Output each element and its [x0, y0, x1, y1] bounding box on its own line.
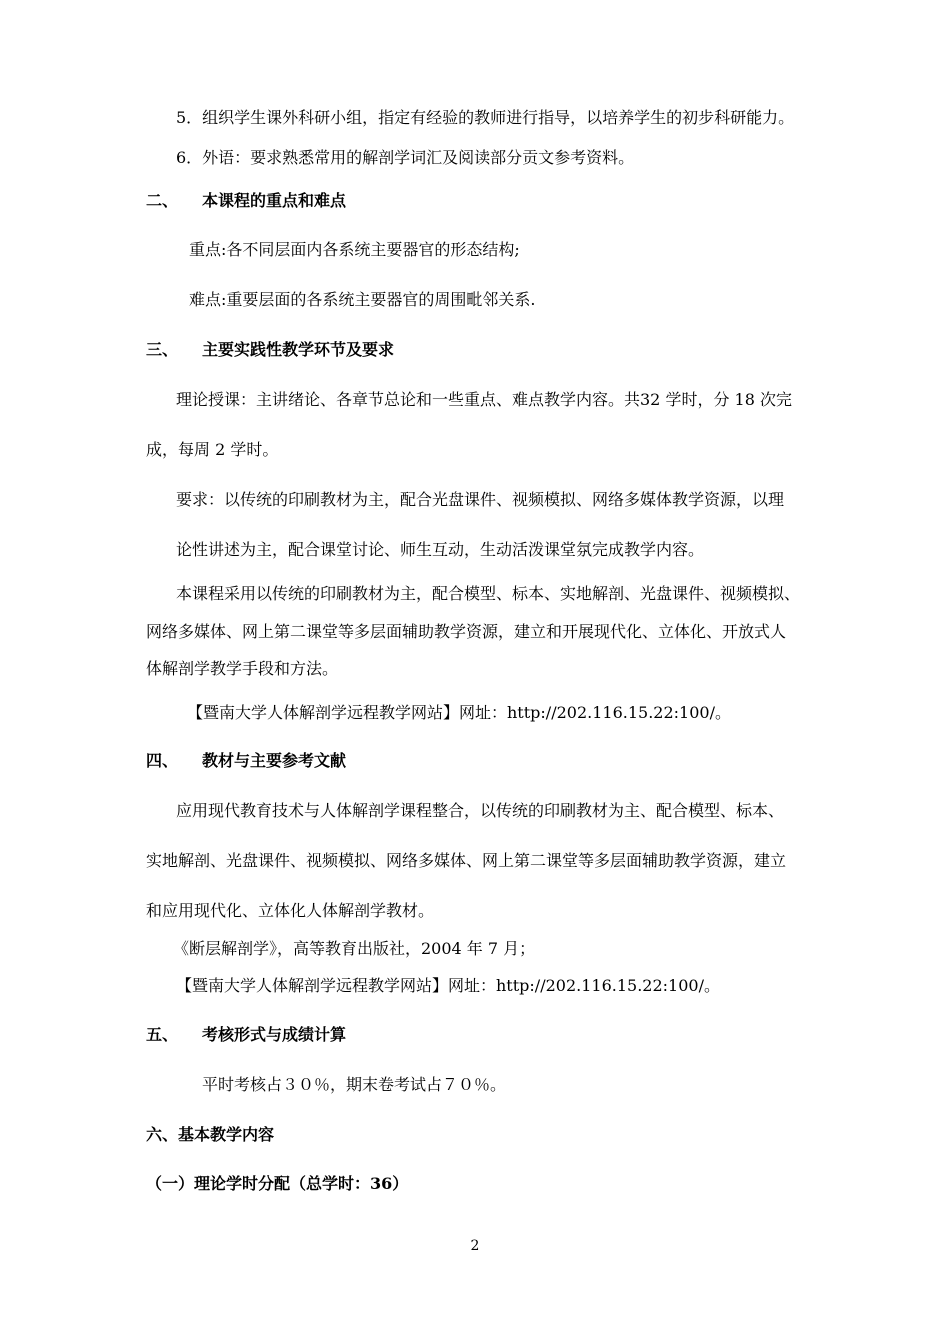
section-title: 本课程的重点和难点 [202, 191, 347, 210]
paragraph-course-line-1: 本课程采用以传统的印刷教材为主，配合模型、标本、实地解剖、光盘课件、视频模拟、 [176, 584, 801, 603]
paragraph-requirements-line-1: 要求：以传统的印刷教材为主，配合光盘课件、视频模拟、网络多媒体教学资源，以理 [176, 490, 785, 509]
paragraph-website-2: 【暨南大学人体解剖学远程教学网站】网址：http://202.116.15.22:100/。 [176, 976, 720, 995]
paragraph-theory-line-2: 成，每周 2 学时。 [146, 440, 279, 459]
section-heading-6: 六、基本教学内容 [146, 1125, 275, 1144]
section-heading-3 [146, 340, 394, 360]
section-title: 主要实践性教学环节及要求 [202, 340, 395, 359]
section-title: 教材与主要参考文献 [202, 751, 347, 770]
paragraph-requirements-line-2: 论性讲述为主，配合课堂讨论、师生互动，生动活泼课堂氛完成教学内容。 [176, 540, 705, 559]
paragraph-key-points: 重点:各不同层面内各系统主要器官的形态结构; [189, 240, 520, 259]
paragraph-apply-line-2: 实地解剖、光盘课件、视频模拟、网络多媒体、网上第二课堂等多层面辅助教学资源，建立 [146, 851, 787, 870]
page-number: 2 [470, 1238, 480, 1254]
section-number: 四、 [146, 751, 179, 770]
section-title: 考核形式与成绩计算 [202, 1025, 347, 1044]
section-number: 二、 [146, 191, 179, 210]
paragraph-apply-line-1: 应用现代教育技术与人体解剖学课程整合，以传统的印刷教材为主、配合模型、标本、 [176, 801, 785, 820]
section-heading-5 [146, 1025, 346, 1045]
paragraph-course-line-2: 网络多媒体、网上第二课堂等多层面辅助教学资源，建立和开展现代化、立体化、开放式人 [146, 622, 787, 641]
paragraph-textbook: 《断层解剖学》，高等教育出版社，2004 年 7 月； [173, 939, 536, 958]
section-heading-2 [146, 191, 346, 211]
paragraph-grading: 平时考核占３０％，期末卷考试占７０％。 [202, 1075, 507, 1094]
paragraph-course-line-3: 体解剖学教学手段和方法。 [146, 659, 339, 678]
section-heading-4 [146, 751, 346, 771]
paragraph-item-6: 6．外语：要求熟悉常用的解剖学词汇及阅读部分贡文参考资料。 [176, 148, 635, 167]
paragraph-difficulties: 难点:重要层面的各系统主要器官的周围毗邻关系. [189, 290, 536, 309]
paragraph-website-1: 【暨南大学人体解剖学远程教学网站】网址：http://202.116.15.22:100/。 [187, 703, 731, 722]
paragraph-theory-line-1: 理论授课：主讲绪论、各章节总论和一些重点、难点教学内容。共32 学时，分 18 次完 [176, 390, 792, 409]
subsection-heading-1: （一）理论学时分配（总学时：36） [146, 1174, 409, 1193]
paragraph-apply-line-3: 和应用现代化、立体化人体解剖学教材。 [146, 901, 435, 920]
section-number: 三、 [146, 340, 179, 359]
section-number: 五、 [146, 1025, 179, 1044]
paragraph-item-5: 5．组织学生课外科研小组，指定有经验的教师进行指导，以培养学生的初步科研能力。 [176, 108, 795, 127]
